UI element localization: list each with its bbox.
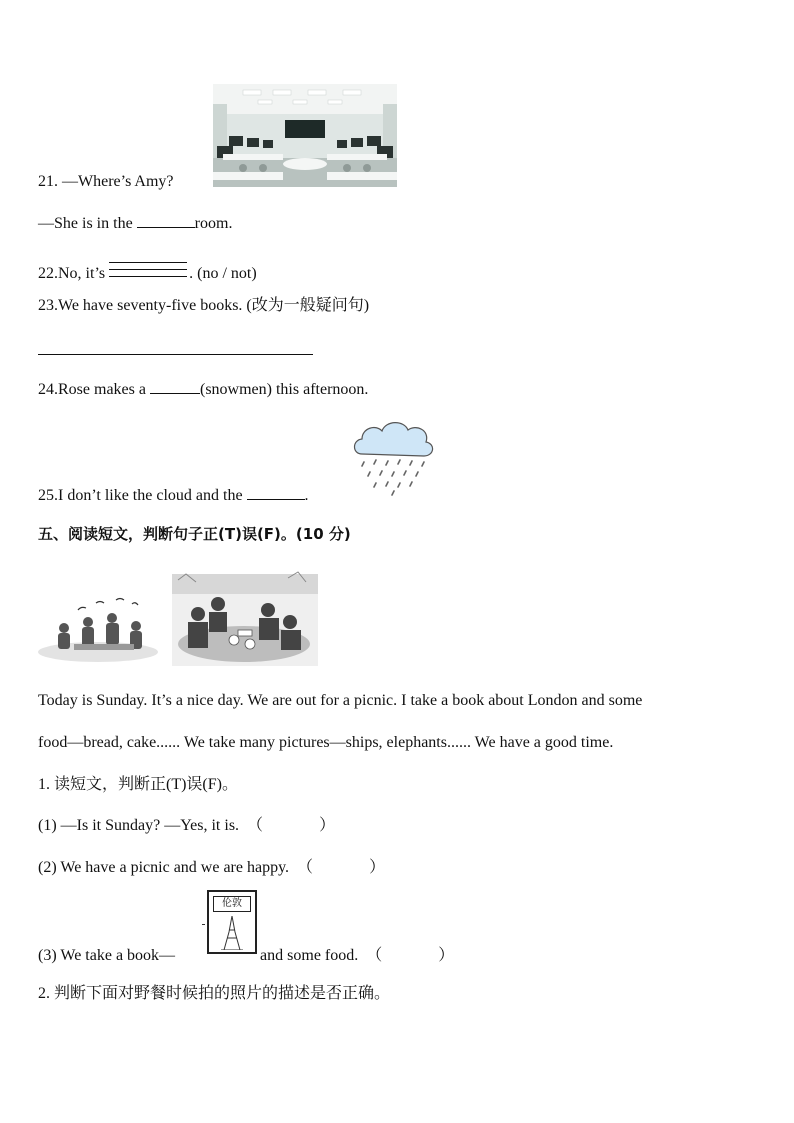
q21-question: 21. —Where’s Amy? — [38, 173, 174, 190]
task-one-item-2 — [38, 858, 385, 878]
item-3-text-start: (3) We take a book— — [38, 947, 176, 964]
eiffel-tower-icon — [219, 916, 245, 950]
q24 — [38, 379, 368, 400]
task-two-title: 2. 判断下面对野餐时候拍的照片的描述是否正确。 — [38, 985, 391, 1002]
item-3-paren-close: ） — [438, 947, 455, 964]
item-1-paren-open: （ — [247, 817, 264, 834]
item-2-paren-close: ） — [369, 859, 386, 876]
item-2-text: (2) We have a picnic and we are happy. — [38, 859, 290, 876]
item-2-paren-open: （ — [297, 859, 314, 876]
book-title: 伦敦 — [213, 896, 251, 912]
q22 — [38, 260, 257, 284]
picnic-image — [38, 570, 318, 668]
q21-blank[interactable] — [137, 213, 195, 228]
item-1-paren-close: ） — [319, 817, 336, 834]
q21-answer — [38, 213, 232, 234]
q25-end: . — [304, 487, 309, 504]
passage-line-1: Today is Sunday. It’s a nice day. We are out for a picnic. I take a book about London and some — [38, 692, 643, 709]
section-five-title: 五、阅读短文，判断句子正(T)误(F)。(10 分) — [38, 525, 351, 543]
task-one-title: 1. 读短文，判断正(T)误(F)。 — [38, 776, 238, 793]
dash-mark — [202, 924, 205, 925]
q23-answer-line[interactable] — [38, 354, 313, 355]
q24-end: (snowmen) this afternoon. — [199, 381, 369, 398]
q24-start: 24.Rose makes a — [38, 381, 150, 398]
q25-start: 25.I don’t like the cloud and the — [38, 487, 247, 504]
q24-blank[interactable] — [150, 379, 200, 394]
london-book-image — [207, 890, 257, 954]
q25 — [38, 485, 309, 506]
task-one-item-1 — [38, 816, 335, 836]
task-one-item-3 — [38, 946, 454, 966]
q25-blank[interactable] — [247, 485, 305, 500]
q23: 23.We have seventy-five books. (改为一般疑问句) — [38, 297, 370, 314]
q22-start: 22.No, it’s — [38, 265, 110, 282]
q22-end: . (no / not) — [189, 265, 257, 282]
item-1-text: (1) —Is it Sunday? —Yes, it is. — [38, 817, 240, 834]
q21-answer-start: —She is in the — [38, 215, 137, 232]
item-3-text-end: and some food. — [260, 947, 359, 964]
computer-room-image — [213, 84, 397, 187]
q22-answer-lines[interactable] — [109, 260, 187, 282]
rain-cloud-image — [350, 414, 436, 496]
q21-answer-end: room. — [194, 215, 233, 232]
passage-line-2: food—bread, cake...... We take many pictures—ships, elephants...... We have a good time. — [38, 734, 614, 751]
item-3-paren-open: （ — [366, 947, 383, 964]
